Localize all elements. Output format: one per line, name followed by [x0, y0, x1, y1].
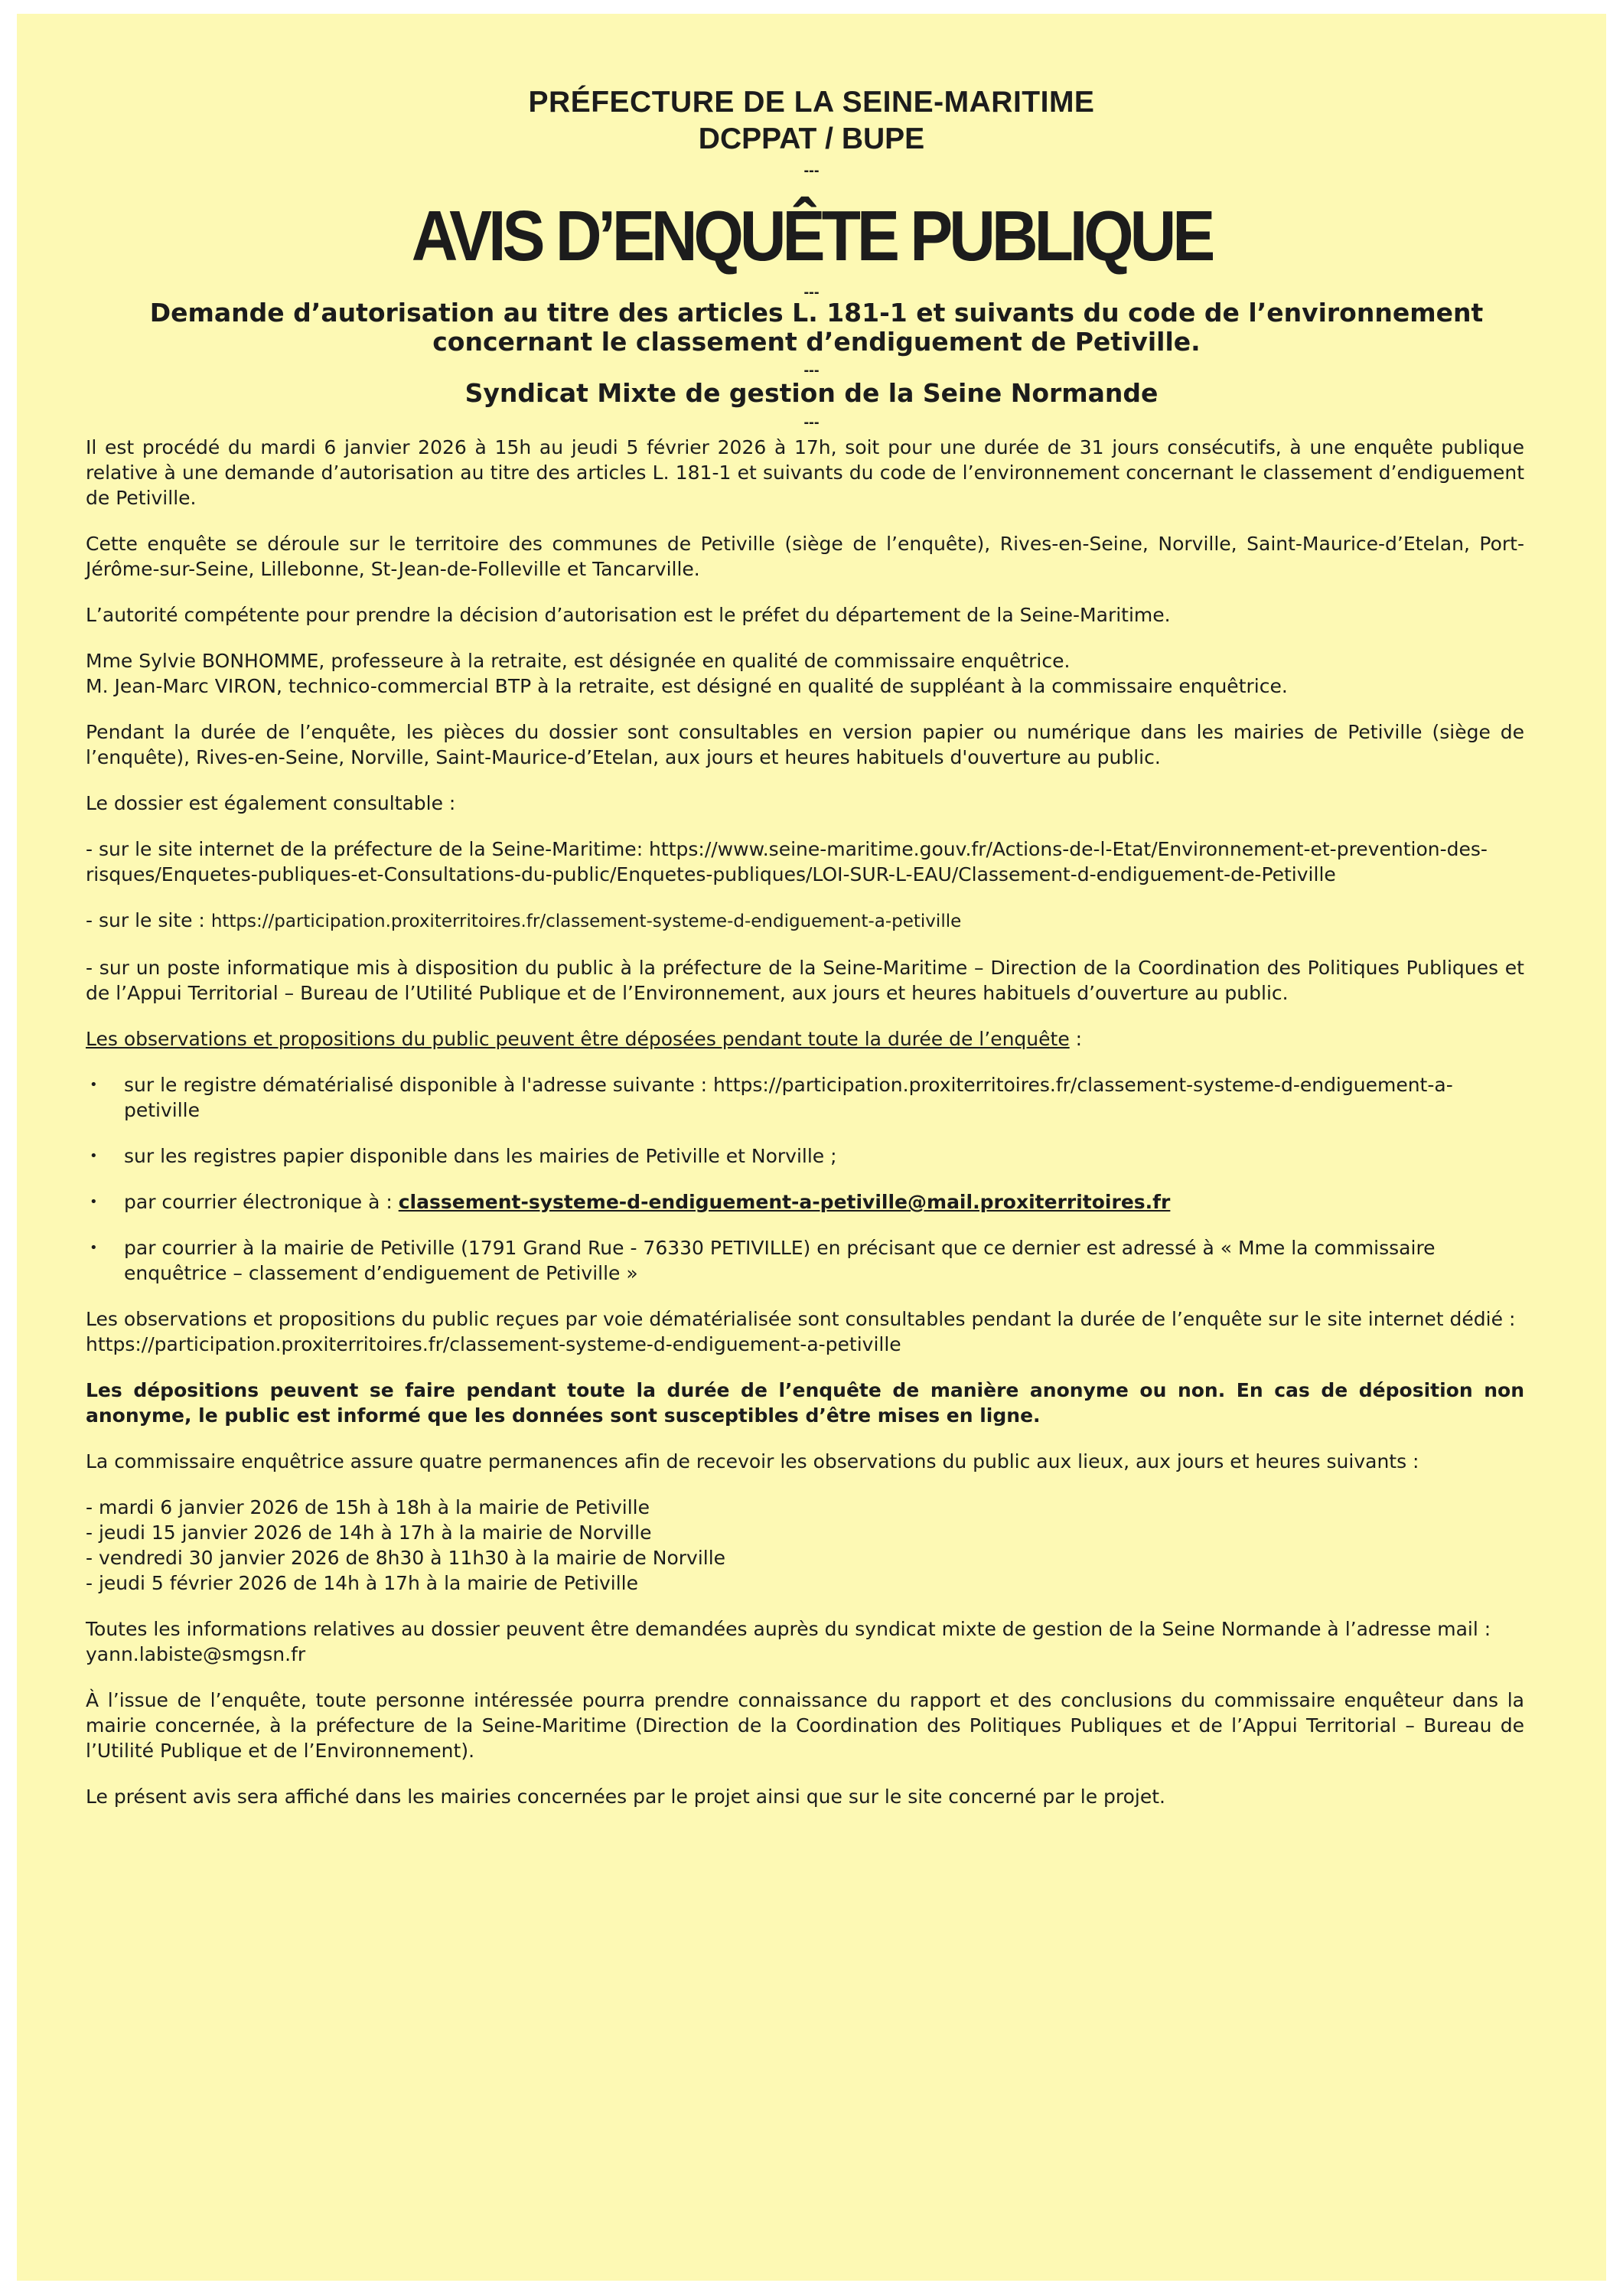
paragraph-participation-site: - sur le site : https://participation.proxiterritoires.fr/classement-systeme-d-endiguement-a-petiville	[86, 909, 962, 931]
participation-link[interactable]: https://participation.proxiterritoires.fr/classement-systeme-d-endiguement-a-petiville	[210, 912, 962, 931]
organization-heading: Syndicat Mixte de gestion de la Seine Normande	[464, 378, 1159, 408]
list-item: • sur les registres papier disponible dans les mairies de Petiville et Norville ;	[86, 1143, 1524, 1169]
list-item: • par courrier à la mairie de Petiville (1791 Grand Rue - 76330 PETIVILLE) en précisant que ce dernier est adressé à « Mme la commissaire enquêtrice – classement d’endiguement de Petiville »	[86, 1235, 1524, 1286]
list-item: • sur le registre dématérialisé disponible à l'adresse suivante : https://participation.proxiterritoires.fr/classement-systeme-d-endiguement-a-petiville	[86, 1072, 1524, 1123]
paragraph-authority: L’autorité compétente pour prendre la décision d’autorisation est le préfet du département de la Seine-Maritime.	[86, 604, 1171, 626]
paragraph-procedure: Il est procédé du mardi 6 janvier 2026 à 15h au jeudi 5 février 2026 à 17h, soit pour une durée de 31 jours consécutifs, à une enquête publique relative à une demande d’autorisation au titre des articles L. 181-1 et suivants du code de l’environnement concernant le classement d’endiguement de Petiville.	[86, 436, 1524, 509]
commissioner-text: Mme Sylvie BONHOMME, professeure à la retraite, est désignée en qualité de commissaire enquêtrice.	[86, 650, 1071, 672]
paragraph-observations-heading: Les observations et propositions du public peuvent être déposées pendant toute la durée de l’enquête :	[86, 1028, 1083, 1050]
list-item: - vendredi 30 janvier 2026 de 8h30 à 11h30 à la mairie de Norville	[86, 1547, 726, 1569]
subtitle: Demande d’autorisation au titre des articles L. 181-1 et suivants du code de l’environnement concernant le classement d’endiguement de Petiville.	[149, 298, 1484, 357]
paragraph-consultation: Pendant la durée de l’enquête, les pièces du dossier sont consultables en version papier ou numérique dans les mairies de Petiville (siège de l’enquête), Rives-en-Seine, Norville, Saint-Maurice-d’Etelan, aux jours et heures habituels d'ouverture au public.	[86, 721, 1524, 768]
page-title: AVIS D’ENQUÊTE PUBLIQUE	[411, 196, 1212, 276]
notice-body	[86, 435, 1524, 1830]
list-item: - jeudi 15 janvier 2026 de 14h à 17h à la mairie de Norville	[86, 1521, 652, 1544]
list-item: - mardi 6 janvier 2026 de 15h à 18h à la mairie de Petiville	[86, 1496, 650, 1518]
separator: ---	[803, 362, 820, 379]
separator: ---	[803, 414, 820, 431]
service-heading: DCPPAT / BUPE	[698, 122, 925, 155]
observation-methods-list	[86, 1072, 1524, 1286]
paragraph-contact: Toutes les informations relatives au dossier peuvent être demandées auprès du syndicat mixte de gestion de la Seine Normande à l’adresse mail : yann.labiste@smgsn.fr	[86, 1618, 1491, 1665]
list-item: • par courrier électronique à : classement-systeme-d-endiguement-a-petiville@mail.proxiterritoires.fr	[86, 1189, 1524, 1215]
paragraph-communes: Cette enquête se déroule sur le territoire des communes de Petiville (siège de l’enquête), Rives-en-Seine, Norville, Saint-Maurice-d’Etelan, Port-Jérôme-sur-Seine, Lillebonne, St-Jean-de-Folleville et Tancarville.	[86, 533, 1524, 580]
notice-sheet	[17, 14, 1606, 2281]
prefecture-heading: PRÉFECTURE DE LA SEINE-MARITIME	[528, 86, 1095, 119]
separator: ---	[803, 284, 820, 301]
paragraph-computer-access: - sur un poste informatique mis à disposition du public à la préfecture de la Seine-Maritime – Direction de la Coordination des Politiques Publiques et de l’Appui Territorial – Bureau de l’Utilité Publique et de l’Environnement, aux jours et heures habituels d’ouverture au public.	[86, 957, 1524, 1004]
paragraph-dossier-intro: Le dossier est également consultable :	[86, 792, 456, 814]
separator: ---	[803, 162, 820, 179]
paragraph-anonymous-notice: Les dépositions peuvent se faire pendant toute la durée de l’enquête de manière anonyme ou non. En cas de déposition non anonyme, le public est informé que les données sont susceptibles d’être mises en ligne.	[86, 1379, 1524, 1427]
list-item: - jeudi 5 février 2026 de 14h à 17h à la mairie de Petiville	[86, 1572, 638, 1594]
paragraph-report: À l’issue de l’enquête, toute personne intéressée pourra prendre connaissance du rapport et des conclusions du commissaire enquêteur dans la mairie concernée, à la préfecture de la Seine-Maritime (Direction de la Coordination des Politiques Publiques et de l’Appui Territorial – Bureau de l’Utilité Publique et de l’Environnement).	[86, 1689, 1524, 1762]
permanences-list	[86, 1495, 1524, 1596]
substitute-text: M. Jean-Marc VIRON, technico-commercial BTP à la retraite, est désigné en qualité de suppléant à la commissaire enquêtrice.	[86, 675, 1288, 697]
paragraph-prefecture-site: - sur le site internet de la préfecture de la Seine-Maritime: https://www.seine-maritime.gouv.fr/Actions-de-l-Etat/Environnement-et-prevention-des-risques/Enquetes-publiques-et-Consultations-du-public/Enquetes-publiques/LOI-SUR-L-EAU/Classement-d-endiguement-de-Petiville	[86, 838, 1488, 885]
paragraph-posting: Le présent avis sera affiché dans les mairies concernées par le projet ainsi que sur le site concerné par le projet.	[86, 1786, 1165, 1808]
paragraph-commissioners	[86, 648, 1524, 699]
email-link[interactable]: classement-systeme-d-endiguement-a-petiville@mail.proxiterritoires.fr	[398, 1191, 1171, 1213]
paragraph-permanences-intro: La commissaire enquêtrice assure quatre permanences afin de recevoir les observations du public aux lieux, aux jours et heures suivants :	[86, 1450, 1419, 1473]
paragraph-online-observations: Les observations et propositions du public reçues par voie dématérialisée sont consultables pendant la durée de l’enquête sur le site internet dédié : https://participation.proxiterritoires.fr/classement-systeme-d-endiguement-a-petiville	[86, 1308, 1516, 1355]
